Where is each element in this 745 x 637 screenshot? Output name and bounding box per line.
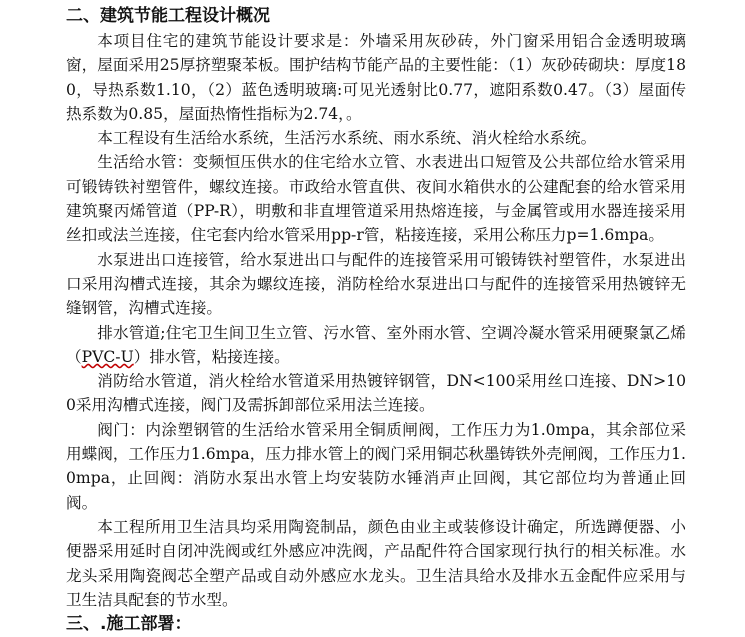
section-heading-design: 二、建筑节能工程设计概况 bbox=[66, 6, 270, 26]
section-heading-construction: 三、.施工部署： bbox=[66, 614, 192, 635]
paragraph-valves: 阀门：内涂塑钢管的生活给水管采用全铜质闸阀，工作压力为1.0mpa，其余部位采用蝶阀，工作压力1.6mpa，压力排水管上的阀门采用铜芯秋墨铸铁外壳闸阀，工作压力1.0mpa，止回阀：消防水泵出水管上均安装防水锤消声止回阀，其它部位均为普通止回阀。 bbox=[66, 420, 686, 512]
drainage-text-prefix: 排水管道;住宅卫生间卫生立管、污水管、室外雨水管、空调冷凝水管采用硬聚氯乙烯（ bbox=[66, 323, 686, 366]
document-page bbox=[66, 4, 686, 637]
paragraph-sanitary-ware: 本工程所用卫生洁具均采用陶瓷制品，颜色由业主或装修设计确定，所选蹲便器、小便器采用延时自闭冲洗阀或红外感应冲洗阀，产品配件符合国家现行执行的相关标准。水龙头采用陶瓷阀芯全塑产品或自动外感应水龙头。卫生洁具给水及排水五金配件应采用与卫生洁具配套的节水型。 bbox=[66, 517, 686, 609]
paragraph-systems: 本工程设有生活给水系统，生活污水系统、雨水系统、消火栓给水系统。 bbox=[97, 129, 597, 148]
paragraph-drainage bbox=[66, 321, 686, 370]
paragraph-pump-connection: 水泵进出口连接管，给水泵进出口与配件的连接管采用可锻铸铁衬塑管件，水泵进出口采用沟槽式连接，其余为螺纹连接，消防栓给水泵进出口与配件的连接管采用热镀锌无缝钢管，沟槽式连接。 bbox=[66, 250, 686, 318]
pvc-u-term: PVC-U bbox=[81, 347, 134, 366]
drainage-text-suffix: ）排水管，粘接连接。 bbox=[133, 347, 290, 366]
paragraph-fire-water: 消防给水管道，消火栓给水管道采用热镀锌钢管，DN<100采用丝口连接、DN>100采用沟槽式连接，阀门及需拆卸部位采用法兰连接。 bbox=[66, 372, 686, 415]
paragraph-water-supply-pipe: 生活给水管：变频恒压供水的住宅给水立管、水表进出口短管及公共部位给水管采用可锻铸铁衬塑管件，螺纹连接。市政给水管直供、夜间水箱供水的公建配套的给水管采用建筑聚丙烯管道（PP-R），明敷和非直埋管道采用热熔连接，与金属管或用水器连接采用丝扣或法兰连接，住宅套内给水管采用pp-r管，粘接连接，采用公称压力p=1.6mpa。 bbox=[66, 153, 686, 245]
paragraph-energy-requirements: 本项目住宅的建筑节能设计要求是：外墙采用灰砂砖，外门窗采用铝合金透明玻璃窗，屋面采用25厚挤塑聚苯板。围护结构节能产品的主要性能：（1）灰砂砖砌块：厚度180，导热系数1.10，（2）蓝色透明玻璃:可见光透射比0.77，遮阳系数0.47。（3）屋面传热系数为0.85，屋面热惰性指标为2.74，。 bbox=[66, 32, 686, 123]
